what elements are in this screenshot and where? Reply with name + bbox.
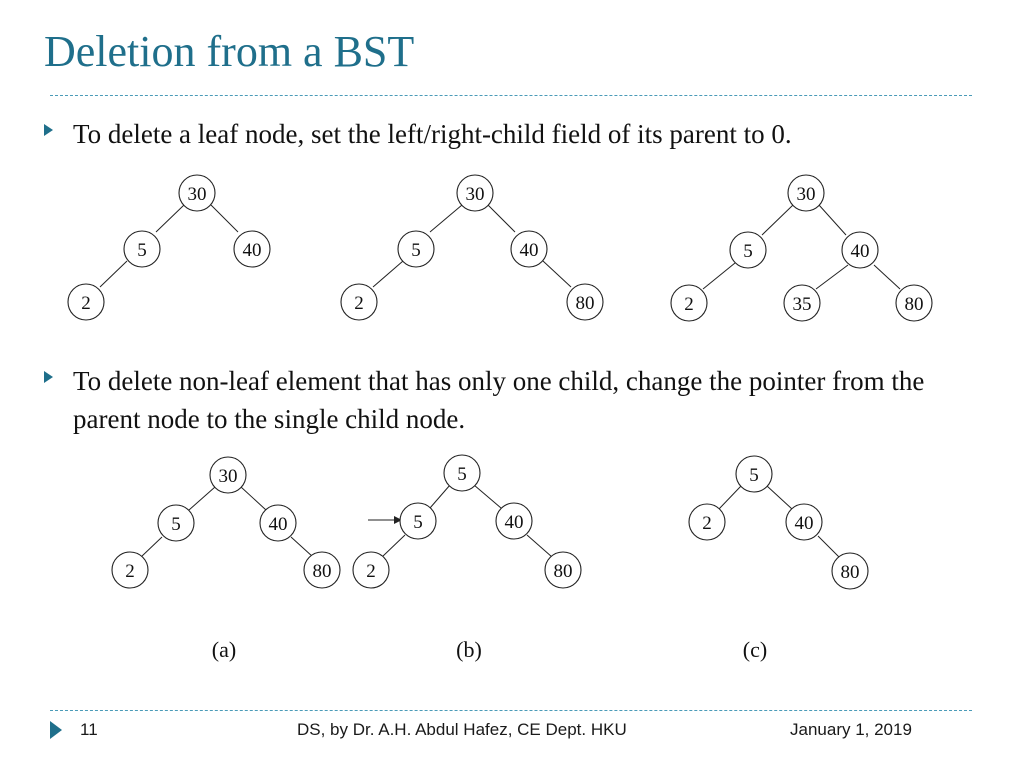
single-child-tree-b xyxy=(353,455,581,588)
svg-text:80: 80 xyxy=(312,561,332,582)
tree-node xyxy=(341,284,377,320)
svg-text:2: 2 xyxy=(684,294,694,315)
svg-text:5: 5 xyxy=(457,464,467,485)
svg-text:40: 40 xyxy=(850,241,870,262)
svg-text:80: 80 xyxy=(904,294,924,315)
tree-node xyxy=(896,285,932,321)
tree-node xyxy=(671,285,707,321)
tree-node xyxy=(353,552,389,588)
svg-text:30: 30 xyxy=(218,466,238,487)
tree-node xyxy=(567,284,603,320)
svg-text:2: 2 xyxy=(125,561,135,582)
tree-node xyxy=(210,457,246,493)
tree-node xyxy=(68,284,104,320)
svg-text:30: 30 xyxy=(796,184,816,205)
tree-node xyxy=(234,231,270,267)
svg-text:5: 5 xyxy=(137,240,147,261)
svg-text:2: 2 xyxy=(81,293,91,314)
svg-text:2: 2 xyxy=(702,513,712,534)
tree-node xyxy=(511,231,547,267)
page-number: 11 xyxy=(80,720,98,739)
svg-text:40: 40 xyxy=(794,513,814,534)
tree-node xyxy=(444,455,480,491)
tree-node xyxy=(832,553,868,589)
tree-node xyxy=(842,232,878,268)
slide-title: Deletion from a BST xyxy=(44,27,415,76)
svg-text:5: 5 xyxy=(171,514,181,535)
bullet-2-text: To delete non-leaf element that has only one child, change the pointer from the parent node to the single child node. xyxy=(73,366,925,434)
svg-text:5: 5 xyxy=(411,240,421,261)
svg-text:80: 80 xyxy=(553,561,573,582)
svg-text:30: 30 xyxy=(465,184,485,205)
leaf-tree-2 xyxy=(341,175,603,320)
triangle-bullet-icon xyxy=(50,721,62,739)
footer-author: DS, by Dr. A.H. Abdul Hafez, CE Dept. HKU xyxy=(297,720,627,739)
pointer-arrow-icon xyxy=(368,516,402,524)
tree-node xyxy=(400,503,436,539)
svg-text:40: 40 xyxy=(268,514,288,535)
caption-a: (a) xyxy=(211,637,237,662)
tree-node xyxy=(112,552,148,588)
tree-node xyxy=(124,231,160,267)
footer-date: January 1, 2019 xyxy=(790,720,912,739)
svg-text:5: 5 xyxy=(413,512,423,533)
svg-text:80: 80 xyxy=(840,562,860,583)
svg-text:5: 5 xyxy=(749,465,759,486)
tree-node xyxy=(545,552,581,588)
svg-text:30: 30 xyxy=(187,184,207,205)
tree-node xyxy=(496,503,532,539)
caption-b: (b) xyxy=(456,637,482,662)
tree-node xyxy=(304,552,340,588)
svg-text:2: 2 xyxy=(354,293,364,314)
svg-text:40: 40 xyxy=(504,512,524,533)
svg-text:40: 40 xyxy=(519,240,539,261)
footer-divider xyxy=(50,710,972,711)
caption-c: (c) xyxy=(742,637,768,662)
bullet-1-text: To delete a leaf node, set the left/right-child field of its parent to 0. xyxy=(73,119,792,149)
tree-node xyxy=(784,285,820,321)
single-child-tree-a xyxy=(112,457,340,588)
tree-node xyxy=(398,231,434,267)
tree-node xyxy=(457,175,493,211)
leaf-tree-1 xyxy=(68,175,270,320)
tree-node xyxy=(786,504,822,540)
leaf-tree-3 xyxy=(671,175,932,321)
tree-node xyxy=(788,175,824,211)
svg-text:80: 80 xyxy=(575,293,595,314)
svg-text:2: 2 xyxy=(366,561,376,582)
tree-node xyxy=(179,175,215,211)
svg-text:35: 35 xyxy=(792,294,812,315)
tree-node xyxy=(260,505,296,541)
tree-node xyxy=(158,505,194,541)
svg-text:5: 5 xyxy=(743,241,753,262)
single-child-tree-c xyxy=(689,456,868,589)
tree-node xyxy=(736,456,772,492)
svg-text:40: 40 xyxy=(242,240,262,261)
tree-node xyxy=(730,232,766,268)
tree-node xyxy=(689,504,725,540)
